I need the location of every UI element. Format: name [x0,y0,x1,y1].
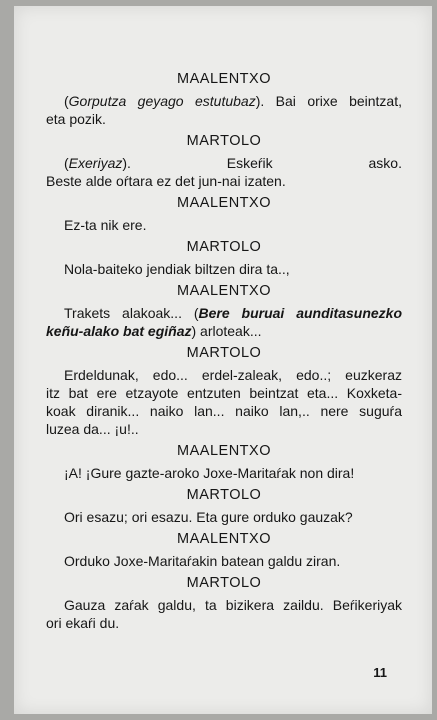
text-line [46,402,402,420]
text-line [46,552,402,570]
text-segment: Orduko Joxe-Maritaŕakin batean galdu ziran. [64,553,341,569]
text-segment: Beste alde oŕtara ez det jun-nai izaten. [46,173,286,189]
speaker-name: MARTOLO [186,239,262,255]
text-segment: koak diranik... naiko lan... naiko lan,.. nere suguŕa [46,403,402,419]
text-line [46,110,402,128]
text-segment: ). Bai orixe beintzat, [255,93,402,109]
speaker-name: MARTOLO [186,575,262,591]
speaker-name: MARTOLO [186,487,262,503]
text-line [46,384,402,402]
dialogue-line [46,508,402,526]
text-segment: ori ekaŕi du. [46,615,120,631]
text-segment: Gauza zaŕak galdu, ta bizikera zaildu. Beŕikeriyak [64,597,402,613]
text-segment: Nola-baiteko jendiak biltzen dira ta.., [64,261,290,277]
text-segment: itz bat ere etzayote entzuten beintzat eta... Koxketa- [46,385,402,401]
text-line [46,322,402,340]
text-line [46,464,402,482]
text-line [46,172,402,190]
dialogue-line [46,92,402,128]
text-segment: ( [64,93,69,109]
text-segment: ). Eskeŕik asko. [122,155,402,171]
text-line [46,260,402,278]
stage-direction: Exeriyaz [68,155,123,171]
text-line [46,92,402,110]
text-segment: Erdeldunak, edo... erdel-zaleak, edo..; euzkeraz [64,367,402,383]
text-segment: eta pozik. [46,111,106,127]
book-page [14,6,432,714]
text-segment: ) arloteak... [191,323,262,339]
text-line [46,304,402,322]
text-line [46,596,402,614]
dialogue-line [46,304,402,340]
speaker-name: MAALENTXO [177,71,271,87]
text-segment: ¡A! ¡Gure gazte-aroko Joxe-Maritaŕak non dira! [64,465,355,481]
text-line [46,508,402,526]
text-line [46,216,402,234]
dialogue-line [46,552,402,570]
dialogue-line [46,464,402,482]
dialogue-line [46,154,402,190]
page-text [46,68,402,636]
stage-direction: Bere buruai aunditasunezko [198,305,402,321]
speaker-name: MARTOLO [186,133,262,149]
text-segment: Trakets alakoak... ( [64,305,199,321]
dialogue-line [46,260,402,278]
page-number: 11 [373,665,387,680]
speaker-name: MAALENTXO [177,443,271,459]
speaker-name: MAALENTXO [177,531,271,547]
text-line [46,366,402,384]
stage-direction: keñu-alako bat egiñaz [46,323,192,339]
text-line [46,154,402,172]
dialogue-line [46,596,402,632]
text-segment: ( [64,155,69,171]
text-segment: Ez-ta nik ere. [64,217,147,233]
speaker-name: MAALENTXO [177,195,271,211]
stage-direction: Gorputza geyago estutubaz [68,93,256,109]
text-segment: luzea da... ¡u!.. [46,421,139,437]
text-line [46,420,402,438]
text-line [46,614,402,632]
speaker-name: MARTOLO [186,345,262,361]
speaker-name: MAALENTXO [177,283,271,299]
dialogue-line [46,366,402,438]
dialogue-line [46,216,402,234]
text-segment: Ori esazu; ori esazu. Eta gure orduko gauzak? [64,509,353,525]
